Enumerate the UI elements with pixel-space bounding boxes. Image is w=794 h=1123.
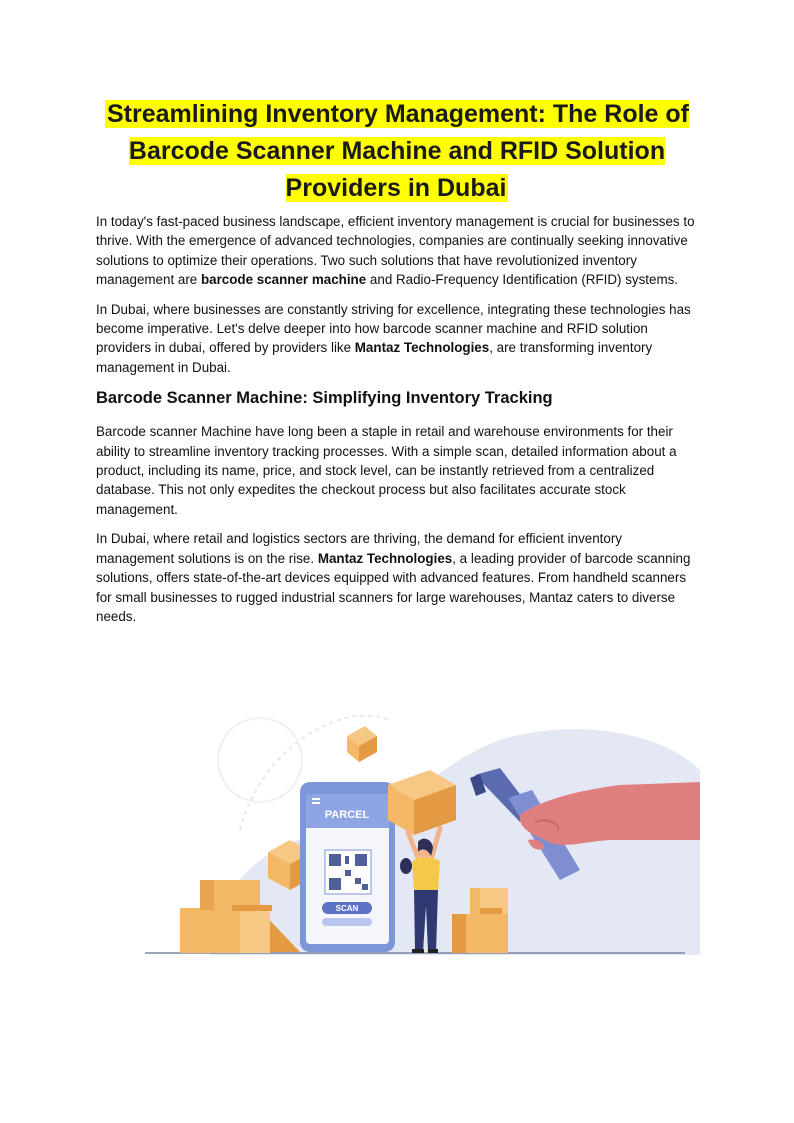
decorative-circle [218, 718, 302, 802]
intro-p1-bold: barcode scanner machine [200, 272, 367, 288]
phone-mockup [300, 782, 395, 952]
document-body [96, 212, 702, 636]
section-p2-text-end: , a leading provider of barcode scanning solutions, offers state-of-the-art devices equipped with advanced features. From handheld scanners for small businesses to rugged industrial scanners for large warehouses, Mantaz caters to diverse needs. [96, 550, 691, 624]
scan-button-label: SCAN [335, 904, 359, 913]
section-heading: Barcode Scanner Machine: Simplifying Inventory Tracking [96, 389, 553, 408]
intro-p2-bold: Mantaz Technologies [354, 340, 490, 356]
document-title [90, 96, 704, 207]
section-paragraph-1: Barcode scanner Machine have long been a staple in retail and warehouse environments for their ability to streamline inventory tracking processes. With a simple scan, detailed information about a product, including its name, price, and stock level, can be instantly retrieved from a centralized database. This not only expedites the checkout process but also facilitates accurate stock management. [96, 424, 677, 517]
qr-code [325, 850, 371, 894]
section-paragraph-2 [96, 529, 702, 626]
intro-p2-text-end: , are transforming inventory management in Dubai. [96, 340, 653, 375]
intro-p1-text: In today's fast-paced business landscape, efficient inventory management is crucial for businesses to thrive. With the emergence of advanced technologies, companies are continually seeking innovative solutions to optimize their operations. Two such solutions that have revolutionized inventory management are [96, 214, 695, 288]
phone-header-text: PARCEL [324, 809, 370, 821]
intro-paragraph-1 [96, 212, 702, 290]
title-highlight: Streamlining Inventory Management: The Role of Barcode Scanner Machine and RFID Solution Providers in Dubai [106, 100, 690, 202]
intro-p2-text: In Dubai, where businesses are constantly striving for excellence, integrating these technologies has become imperative. Let's delve deeper into how barcode scanner machine and RFID solution providers in dubai, offered by providers like [96, 301, 691, 356]
floating-box-small [347, 726, 377, 762]
intro-paragraph-2 [96, 300, 702, 378]
section-p2-text: In Dubai, where retail and logistics sectors are thriving, the demand for efficient inventory management solutions is on the rise. [96, 531, 622, 566]
barcode-scanning-illustration [140, 690, 700, 960]
intro-p1-text-end: and Radio-Frequency Identification (RFID) systems. [366, 272, 679, 288]
section-p2-bold: Mantaz Technologies [317, 550, 453, 566]
